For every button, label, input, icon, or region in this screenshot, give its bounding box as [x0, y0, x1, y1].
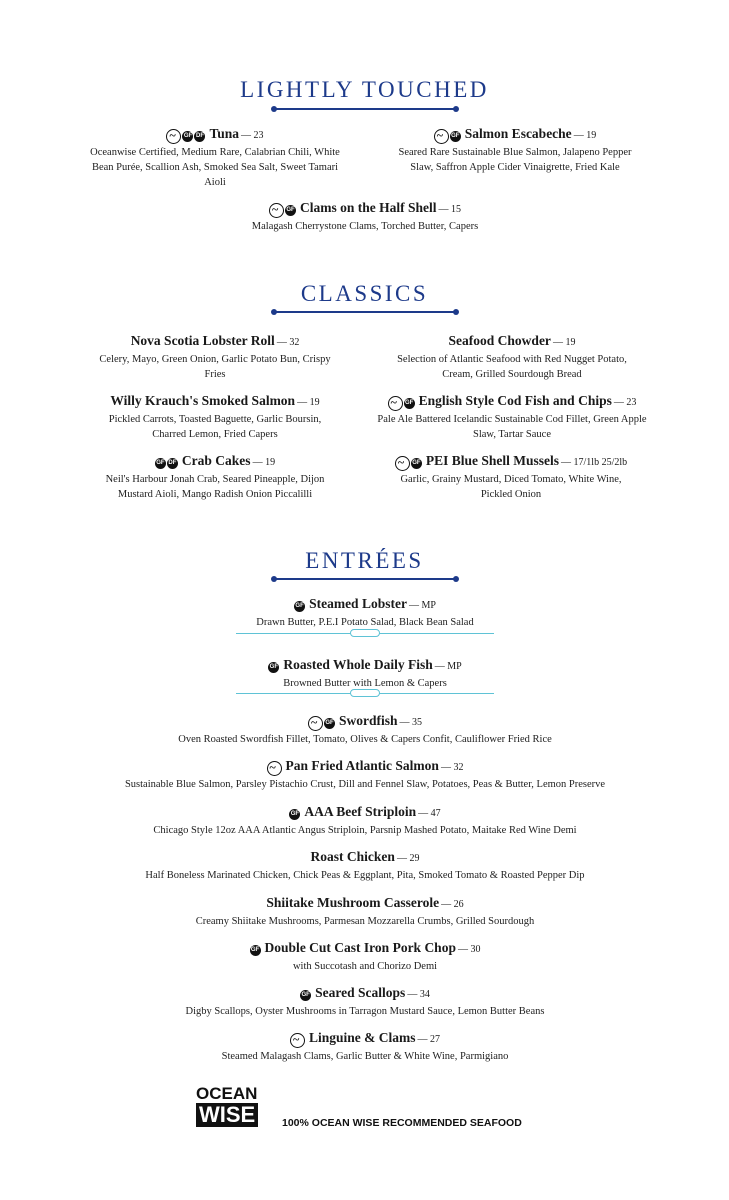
menu-item-pork-chop	[80, 940, 650, 974]
menu-item-smoked-salmon	[95, 393, 335, 442]
item-description: Digby Scallops, Oyster Mushrooms in Tarragon Mustard Sauce, Lemon Butter Beans	[185, 1006, 545, 1017]
item-description: Sustainable Blue Salmon, Parsley Pistachio Crust, Dill and Fennel Slaw, Potatoes, Peas & Butter, Lemon Preserve	[124, 779, 606, 791]
fish-icon	[308, 716, 323, 731]
gf-badge-icon: GF	[411, 458, 422, 469]
item-price: — 32	[440, 762, 464, 773]
item-name-row	[80, 713, 650, 731]
item-name: Steamed Lobster	[309, 596, 407, 611]
item-description: Neil's Harbour Jonah Crab, Seared Pineapple, Dijon Mustard Aioli, Mango Radish Onion Piccalilli	[105, 474, 325, 500]
section-rule	[274, 578, 456, 580]
item-description: Malagash Cherrystone Clams, Torched Butter, Capers	[251, 221, 479, 233]
item-name: Swordfish	[338, 713, 398, 728]
dietary-badges	[155, 455, 179, 471]
menu-item-lobster-roll	[95, 333, 335, 382]
divider-ornament	[350, 629, 380, 637]
menu-item-mushroom-casserole	[80, 895, 650, 929]
dietary-badges	[289, 806, 301, 822]
item-price: — 30	[457, 944, 481, 955]
gf-badge-icon: GF	[285, 205, 296, 216]
item-name-row	[80, 940, 650, 958]
fish-icon	[434, 129, 449, 144]
item-name: Double Cut Cast Iron Pork Chop	[264, 940, 456, 955]
item-name-row	[140, 596, 590, 614]
item-description: Seared Rare Sustainable Blue Salmon, Jalapeno Pepper Slaw, Saffron Apple Cider Vinaigrette, Fried Kale	[398, 147, 632, 174]
item-name: Nova Scotia Lobster Roll	[130, 333, 275, 348]
gf-badge-icon: GF	[450, 131, 461, 142]
item-price: — 34	[407, 989, 430, 1000]
item-name-row	[80, 1030, 650, 1048]
item-description: Chicago Style 12oz AAA Atlantic Angus Striploin, Parsnip Mashed Potato, Maitake Red Wine Demi	[153, 825, 577, 836]
item-name: Clams on the Half Shell	[299, 200, 437, 215]
item-description: Selection of Atlantic Seafood with Red Nugget Potato, Cream, Grilled Sourdough Bread	[397, 354, 627, 380]
item-name: Seafood Chowder	[448, 333, 551, 348]
menu-item-swordfish	[80, 713, 650, 747]
item-name: Roast Chicken	[310, 849, 395, 864]
item-price: — 23	[613, 397, 637, 408]
menu-item-steamed-lobster	[140, 596, 590, 630]
item-price: — 26	[441, 899, 464, 910]
dietary-badges	[434, 128, 462, 144]
item-name: Salmon Escabeche	[464, 126, 572, 141]
item-name-row	[80, 804, 650, 822]
df-badge-icon: DF	[167, 458, 178, 469]
section-title-lightly-touched: LIGHTLY TOUCHED	[240, 77, 489, 102]
item-price: — MP	[408, 600, 436, 611]
gf-badge-icon: GF	[289, 809, 300, 820]
dietary-badges	[268, 659, 280, 675]
menu-item-linguine-clams	[80, 1030, 650, 1064]
item-description: Creamy Shiitake Mushrooms, Parmesan Mozzarella Crumbs, Grilled Sourdough	[195, 916, 535, 927]
item-name-row	[372, 393, 652, 411]
item-price: — MP	[434, 661, 462, 672]
item-price: — 32	[276, 337, 300, 348]
item-price: — 23	[241, 130, 264, 141]
section-rule	[274, 311, 456, 313]
item-name: AAA Beef Striploin	[304, 804, 417, 819]
item-description: Celery, Mayo, Green Onion, Garlic Potato Bun, Crispy Fries	[99, 354, 331, 380]
menu-item-seared-scallops	[80, 985, 650, 1019]
section-title-entrees: ENTRÉES	[305, 548, 424, 573]
item-description: Oven Roasted Swordfish Fillet, Tomato, Olives & Capers Confit, Cauliflower Fried Rice	[178, 734, 552, 746]
item-name: Pan Fried Atlantic Salmon	[285, 758, 439, 773]
item-name-row	[80, 895, 650, 913]
item-description: Pale Ale Battered Icelandic Sustainable Cod Fillet, Green Apple Slaw, Tartar Sauce	[377, 414, 647, 441]
item-price: — 19	[252, 457, 276, 468]
item-price: — 17/1lb 25/2lb	[561, 457, 628, 468]
logo-top-text: OCEAN	[196, 1084, 258, 1103]
item-description: Drawn Butter, P.E.I Potato Salad, Black Bean Salad	[256, 617, 474, 628]
item-name: English Style Cod Fish and Chips	[418, 393, 612, 408]
item-description: Garlic, Grainy Mustard, Diced Tomato, White Wine, Pickled Onion	[400, 474, 622, 501]
item-name-row	[200, 200, 530, 218]
dietary-badges	[290, 1032, 306, 1048]
item-price: — 35	[399, 717, 422, 728]
menu-item-pan-fried-salmon	[60, 758, 670, 792]
section-rule	[274, 108, 456, 110]
item-name-row	[392, 333, 632, 351]
item-name-row	[95, 333, 335, 351]
item-price: — 19	[552, 337, 576, 348]
menu-item-tuna	[90, 126, 340, 190]
fish-icon	[395, 456, 410, 471]
divider-ornament	[350, 689, 380, 697]
item-name-row	[60, 758, 670, 776]
item-description: Oceanwise Certified, Medium Rare, Calabrian Chili, White Bean Purée, Scallion Ash, Smoked Sea Salt, Sweet Tamari Aioli	[90, 147, 340, 189]
menu-item-beef-striploin	[80, 804, 650, 838]
dietary-badges	[395, 455, 423, 471]
menu-item-seafood-chowder	[392, 333, 632, 382]
section-title-classics: CLASSICS	[300, 281, 429, 306]
gf-badge-icon: GF	[324, 718, 335, 729]
fish-icon	[388, 396, 403, 411]
item-price: — 15	[438, 204, 461, 215]
gf-badge-icon: GF	[300, 990, 311, 1001]
gf-badge-icon: GF	[268, 662, 279, 673]
gf-badge-icon: GF	[294, 601, 305, 612]
item-description: Half Boneless Marinated Chicken, Chick Peas & Eggplant, Pita, Smoked Tomato & Roasted Pepper Dip	[145, 870, 585, 881]
menu-item-crab-cakes	[95, 453, 335, 502]
item-price: — 29	[396, 853, 420, 864]
item-name-row	[140, 657, 590, 675]
item-description: Browned Butter with Lemon & Capers	[283, 678, 447, 689]
menu-item-clams-half-shell	[200, 200, 530, 234]
menu-item-fish-and-chips	[372, 393, 652, 442]
menu-item-roast-chicken	[80, 849, 650, 883]
dietary-badges	[300, 987, 312, 1003]
fish-icon	[290, 1033, 305, 1048]
item-name-row	[380, 453, 642, 471]
dietary-badges	[166, 128, 206, 144]
dietary-badges	[267, 760, 283, 776]
df-badge-icon: DF	[194, 131, 205, 142]
item-price: — 19	[297, 397, 320, 408]
dietary-badges	[250, 942, 262, 958]
item-name: Crab Cakes	[181, 453, 251, 468]
menu-item-mussels	[380, 453, 642, 502]
item-description: with Succotash and Chorizo Demi	[292, 961, 438, 972]
item-name: PEI Blue Shell Mussels	[425, 453, 560, 468]
dietary-badges	[294, 598, 306, 614]
item-name-row	[80, 985, 650, 1003]
item-name-row	[95, 393, 335, 411]
item-name: Linguine & Clams	[308, 1030, 416, 1045]
item-price: — 27	[417, 1034, 441, 1045]
ocean-wise-tagline: 100% OCEAN WISE RECOMMENDED SEAFOOD	[282, 1117, 522, 1129]
item-description: Pickled Carrots, Toasted Baguette, Garlic Boursin, Charred Lemon, Fried Capers	[108, 414, 322, 440]
item-description: Steamed Malagash Clams, Garlic Butter & White Wine, Parmigiano	[221, 1051, 509, 1063]
logo-bottom-text: WISE	[196, 1103, 258, 1127]
item-price: — 47	[418, 808, 441, 819]
item-name-row	[80, 849, 650, 867]
item-name: Shiitake Mushroom Casserole	[266, 895, 440, 910]
item-name: Seared Scallops	[315, 985, 406, 1000]
dietary-badges	[308, 715, 336, 731]
item-name: Tuna	[209, 126, 240, 141]
dietary-badges	[388, 395, 416, 411]
item-name-row	[95, 453, 335, 471]
item-name-row	[390, 126, 640, 144]
gf-badge-icon: GF	[250, 945, 261, 956]
gf-badge-icon: GF	[155, 458, 166, 469]
item-name: Willy Krauch's Smoked Salmon	[110, 393, 296, 408]
dietary-badges	[269, 202, 297, 218]
item-name-row	[90, 126, 340, 144]
menu-item-whole-daily-fish	[140, 657, 590, 691]
gf-badge-icon: GF	[182, 131, 193, 142]
gf-badge-icon: GF	[404, 398, 415, 409]
item-name: Roasted Whole Daily Fish	[283, 657, 433, 672]
fish-icon	[166, 129, 181, 144]
fish-icon	[269, 203, 284, 218]
item-price: — 19	[573, 130, 597, 141]
ocean-wise-logo	[196, 1085, 272, 1127]
menu-item-salmon-escabeche	[390, 126, 640, 175]
fish-icon	[267, 761, 282, 776]
